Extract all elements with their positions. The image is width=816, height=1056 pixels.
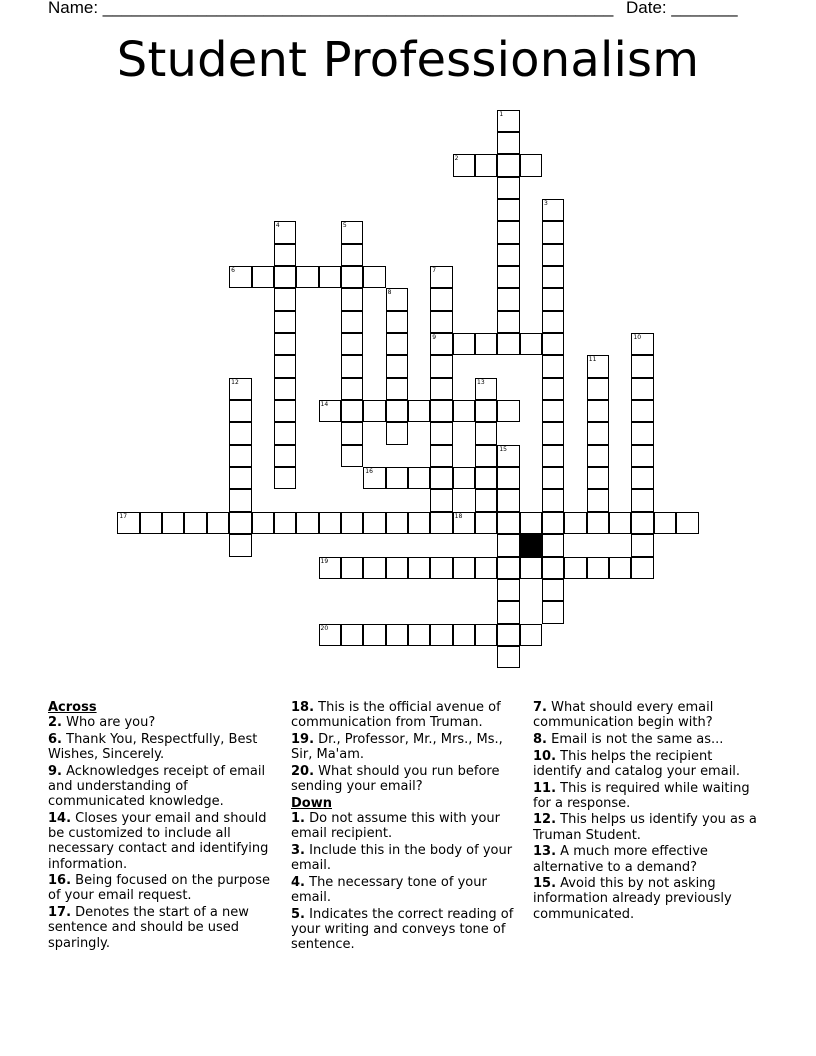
grid-cell[interactable]: [564, 512, 586, 534]
grid-cell[interactable]: [475, 422, 497, 444]
grid-cell[interactable]: [542, 467, 564, 489]
name-field-label: Name: ______________________________________________________: [48, 0, 614, 17]
across-heading: Across: [48, 700, 97, 715]
grid-cell[interactable]: [274, 266, 296, 288]
grid-cell[interactable]: [341, 355, 363, 377]
clue-down: 5. Indicates the correct reading of your writing and conveys tone of sentence.: [291, 906, 514, 953]
grid-cell[interactable]: [386, 333, 408, 355]
cell-number: 3: [544, 199, 548, 207]
grid-cell[interactable]: [430, 624, 452, 646]
grid-cell[interactable]: [587, 557, 609, 579]
cell-number: 17: [119, 512, 128, 520]
grid-cell[interactable]: [319, 266, 341, 288]
cell-number: 7: [432, 266, 437, 274]
clue-across: 20. What should you run before sending your email?: [291, 763, 500, 795]
grid-cell[interactable]: [430, 333, 452, 355]
grid-cell[interactable]: [252, 266, 274, 288]
grid-cell[interactable]: [430, 489, 452, 511]
grid-cell[interactable]: [408, 467, 430, 489]
clue-down: 13. A much more effective alternative to a demand?: [533, 844, 708, 875]
grid-cell[interactable]: [631, 557, 653, 579]
grid-cell[interactable]: [229, 467, 251, 489]
grid-cell[interactable]: [497, 311, 519, 333]
grid-cell[interactable]: [587, 355, 609, 377]
grid-cell[interactable]: [497, 400, 519, 422]
grid-cell[interactable]: [386, 557, 408, 579]
clue-across: 6. Thank You, Respectfully, Best Wishes, Sincerely.: [48, 731, 258, 763]
grid-cell[interactable]: [497, 288, 519, 310]
grid-cell[interactable]: [274, 512, 296, 534]
grid-cell[interactable]: [497, 624, 519, 646]
grid-cell[interactable]: [542, 534, 564, 556]
grid-cell[interactable]: [520, 624, 542, 646]
grid-cell[interactable]: [274, 400, 296, 422]
grid-cell[interactable]: [430, 512, 452, 534]
grid-cell[interactable]: [587, 445, 609, 467]
clue-across: 19. Dr., Professor, Mr., Mrs., Ms., Sir, Ma'am.: [291, 731, 503, 763]
grid-cell[interactable]: [229, 422, 251, 444]
grid-cell[interactable]: [497, 445, 519, 467]
grid-cell[interactable]: [631, 422, 653, 444]
cell-number: 10: [633, 334, 642, 341]
grid-cell[interactable]: [274, 311, 296, 333]
grid-cell[interactable]: [542, 422, 564, 444]
grid-cell[interactable]: [453, 154, 475, 176]
grid-cell[interactable]: [363, 467, 385, 489]
grid-cell[interactable]: [587, 400, 609, 422]
grid-cell[interactable]: [497, 199, 519, 221]
grid-cell[interactable]: [542, 311, 564, 333]
grid-cell[interactable]: [542, 244, 564, 266]
grid-cell[interactable]: [408, 557, 430, 579]
clue-down: 4. The necessary tone of your email.: [291, 874, 487, 905]
cell-number: 15: [499, 445, 507, 453]
grid-cell[interactable]: [542, 489, 564, 511]
clue-across: 2. Who are you?: [48, 715, 156, 731]
grid-cell[interactable]: [319, 557, 341, 579]
clue-across: 16. Being focused on the purpose of your email request.: [48, 873, 271, 904]
grid-cell[interactable]: [430, 467, 452, 489]
grid-cell[interactable]: [363, 400, 385, 422]
grid-cell[interactable]: [520, 557, 542, 579]
clues-column-1: [48, 700, 280, 952]
grid-cell[interactable]: [497, 333, 519, 355]
grid-cell[interactable]: [363, 624, 385, 646]
clue-across: 9. Acknowledges receipt of email and understanding of communicated knowledge.: [48, 763, 266, 810]
grid-cell[interactable]: [341, 244, 363, 266]
cell-number: 18: [454, 512, 463, 520]
grid-cell[interactable]: [631, 512, 653, 534]
grid-cell[interactable]: [341, 445, 363, 467]
grid-cell[interactable]: [631, 467, 653, 489]
grid-cell[interactable]: [363, 512, 385, 534]
grid-cell[interactable]: [475, 557, 497, 579]
grid-cell[interactable]: [497, 557, 519, 579]
grid-cell[interactable]: [274, 445, 296, 467]
grid-cell[interactable]: [497, 177, 519, 199]
grid-cell[interactable]: [341, 512, 363, 534]
grid-cell[interactable]: [542, 333, 564, 355]
grid-cell[interactable]: [475, 489, 497, 511]
grid-cell[interactable]: [430, 355, 452, 377]
grid-cell[interactable]: [587, 378, 609, 400]
cell-number: 19: [320, 557, 329, 565]
grid-cell[interactable]: [453, 624, 475, 646]
grid-cell[interactable]: [475, 624, 497, 646]
grid-cell[interactable]: [542, 601, 564, 623]
grid-cell[interactable]: [453, 333, 475, 355]
grid-cell[interactable]: [229, 445, 251, 467]
grid-cell[interactable]: [386, 378, 408, 400]
clue-down: 3. Include this in the body of your email.: [291, 842, 513, 874]
grid-cell[interactable]: [274, 378, 296, 400]
date-field-label: Date: _______: [626, 0, 738, 17]
cell-number: 12: [231, 378, 239, 386]
grid-cell[interactable]: [609, 557, 631, 579]
grid-cell[interactable]: [408, 624, 430, 646]
grid-cell[interactable]: [274, 221, 296, 243]
grid-cell[interactable]: [453, 467, 475, 489]
grid-cell[interactable]: [386, 422, 408, 444]
grid-cell[interactable]: [542, 378, 564, 400]
grid-cell[interactable]: [386, 355, 408, 377]
grid-cell[interactable]: [341, 221, 363, 243]
cell-number: 1: [499, 110, 504, 118]
grid-cell[interactable]: [542, 199, 564, 221]
grid-cell[interactable]: [542, 445, 564, 467]
grid-cell[interactable]: [497, 244, 519, 266]
grid-cell[interactable]: [520, 333, 542, 355]
grid-cell[interactable]: [319, 624, 341, 646]
grid-cell[interactable]: [229, 378, 251, 400]
grid-cell[interactable]: [341, 400, 363, 422]
grid-cell[interactable]: [542, 355, 564, 377]
cell-number: 11: [588, 356, 597, 364]
grid-cell[interactable]: [631, 445, 653, 467]
grid-cell[interactable]: [363, 557, 385, 579]
grid-cell[interactable]: [609, 512, 631, 534]
grid-cell[interactable]: [631, 534, 653, 556]
grid-cell[interactable]: [184, 512, 206, 534]
cell-number: 8: [387, 289, 392, 297]
grid-cell[interactable]: [274, 467, 296, 489]
grid-cell[interactable]: [274, 288, 296, 310]
cell-number: 5: [342, 222, 347, 230]
grid-cell[interactable]: [475, 445, 497, 467]
clue-down: 11. This is required while waiting for a response.: [533, 780, 750, 811]
grid-cell[interactable]: [475, 154, 497, 176]
grid-cell[interactable]: [386, 624, 408, 646]
cell-number: 20: [320, 624, 329, 632]
grid-cell[interactable]: [430, 557, 452, 579]
grid-cell[interactable]: [229, 489, 251, 511]
grid-cell[interactable]: [475, 467, 497, 489]
clue-across: 14. Closes your email and should be customized to include all necessary contact and identifying information.: [48, 810, 269, 872]
grid-cell[interactable]: [341, 422, 363, 444]
grid-cell[interactable]: [497, 467, 519, 489]
grid-cell[interactable]: [587, 422, 609, 444]
grid-cell[interactable]: [475, 512, 497, 534]
grid-cell[interactable]: [229, 400, 251, 422]
grid-cell[interactable]: [631, 400, 653, 422]
grid-cell[interactable]: [587, 467, 609, 489]
grid-block-cell: [520, 534, 542, 556]
grid-cell[interactable]: [430, 400, 452, 422]
grid-cell[interactable]: [497, 154, 519, 176]
grid-cell[interactable]: [274, 333, 296, 355]
grid-cell[interactable]: [542, 557, 564, 579]
grid-cell[interactable]: [542, 266, 564, 288]
grid-cell[interactable]: [520, 512, 542, 534]
grid-cell[interactable]: [430, 445, 452, 467]
grid-cell[interactable]: [229, 266, 251, 288]
clue-across: 18. This is the official avenue of communication from Truman.: [291, 700, 501, 731]
grid-cell[interactable]: [497, 221, 519, 243]
cell-number: 9: [432, 334, 437, 341]
cell-number: 6: [231, 266, 235, 274]
clues-column-3: [533, 700, 765, 923]
grid-cell[interactable]: [386, 400, 408, 422]
clue-across: 17. Denotes the start of a new sentence and should be used sparingly.: [48, 905, 249, 951]
grid-cell[interactable]: [162, 512, 184, 534]
grid-cell[interactable]: [341, 378, 363, 400]
grid-cell[interactable]: [542, 221, 564, 243]
grid-cell[interactable]: [587, 512, 609, 534]
grid-cell[interactable]: [453, 512, 475, 534]
grid-cell[interactable]: [274, 422, 296, 444]
grid-cell[interactable]: [497, 489, 519, 511]
grid-cell[interactable]: [542, 512, 564, 534]
grid-cell[interactable]: [341, 333, 363, 355]
grid-cell[interactable]: [341, 266, 363, 288]
clues-column-2: [291, 700, 523, 954]
grid-cell[interactable]: [497, 110, 519, 132]
grid-cell[interactable]: [319, 512, 341, 534]
cell-number: 2: [454, 155, 459, 163]
grid-cell[interactable]: [408, 400, 430, 422]
clue-down: 12. This helps us identify you as a Truman Student.: [533, 812, 757, 843]
grid-cell[interactable]: [207, 512, 229, 534]
grid-cell[interactable]: [654, 512, 676, 534]
grid-cell[interactable]: [475, 333, 497, 355]
grid-cell[interactable]: [631, 333, 653, 355]
cell-number: 13: [477, 378, 485, 386]
grid-cell[interactable]: [497, 266, 519, 288]
cell-number: 14: [320, 401, 329, 409]
cell-number: 4: [275, 222, 280, 230]
down-heading: Down: [291, 795, 332, 811]
grid-cell[interactable]: [408, 512, 430, 534]
grid-cell[interactable]: [542, 400, 564, 422]
grid-cell[interactable]: [497, 579, 519, 601]
grid-cell[interactable]: [497, 512, 519, 534]
grid-cell[interactable]: [430, 422, 452, 444]
grid-cell[interactable]: [386, 288, 408, 310]
grid-cell[interactable]: [140, 512, 162, 534]
grid-cell[interactable]: [274, 244, 296, 266]
grid-cell[interactable]: [542, 288, 564, 310]
cell-number: 16: [365, 468, 373, 476]
clue-down: 15. Avoid this by not asking information already previously communicated.: [533, 876, 732, 922]
grid-cell[interactable]: [631, 489, 653, 511]
grid-cell[interactable]: [542, 579, 564, 601]
clue-down: 10. This helps the recipient identify and catalog your email.: [533, 748, 741, 779]
grid-cell[interactable]: [430, 266, 452, 288]
grid-cell[interactable]: [296, 512, 318, 534]
clue-down: 7. What should every email communication begin with?: [533, 700, 714, 731]
grid-cell[interactable]: [497, 601, 519, 623]
grid-cell[interactable]: [475, 378, 497, 400]
grid-cell[interactable]: [386, 512, 408, 534]
grid-cell[interactable]: [341, 624, 363, 646]
grid-cell[interactable]: [341, 557, 363, 579]
grid-cell[interactable]: [453, 557, 475, 579]
clue-down: 1. Do not assume this with your email recipient.: [291, 810, 500, 842]
grid-cell[interactable]: [475, 400, 497, 422]
grid-cell[interactable]: [274, 355, 296, 377]
clue-down: 8. Email is not the same as...: [533, 731, 724, 747]
grid-cell[interactable]: [497, 646, 519, 668]
grid-cell[interactable]: [587, 489, 609, 511]
grid-cell[interactable]: [453, 400, 475, 422]
grid-cell[interactable]: [631, 355, 653, 377]
grid-cell[interactable]: [497, 132, 519, 154]
grid-cell[interactable]: [430, 378, 452, 400]
grid-cell[interactable]: [363, 266, 385, 288]
grid-cell[interactable]: [296, 266, 318, 288]
grid-cell[interactable]: [386, 311, 408, 333]
grid-cell[interactable]: [341, 311, 363, 333]
puzzle-title: Student Professionalism: [116, 32, 700, 88]
grid-cell[interactable]: [564, 557, 586, 579]
grid-cell[interactable]: [497, 534, 519, 556]
grid-cell[interactable]: [229, 512, 251, 534]
grid-cell[interactable]: [430, 288, 452, 310]
grid-cell[interactable]: [430, 311, 452, 333]
grid-cell[interactable]: [386, 467, 408, 489]
grid-cell[interactable]: [341, 288, 363, 310]
grid-cell[interactable]: [520, 154, 542, 176]
grid-cell[interactable]: [319, 400, 341, 422]
grid-cell[interactable]: [631, 378, 653, 400]
grid-cell[interactable]: [252, 512, 274, 534]
grid-cell[interactable]: [117, 512, 139, 534]
grid-cell[interactable]: [229, 534, 251, 556]
grid-cell[interactable]: [676, 512, 698, 534]
